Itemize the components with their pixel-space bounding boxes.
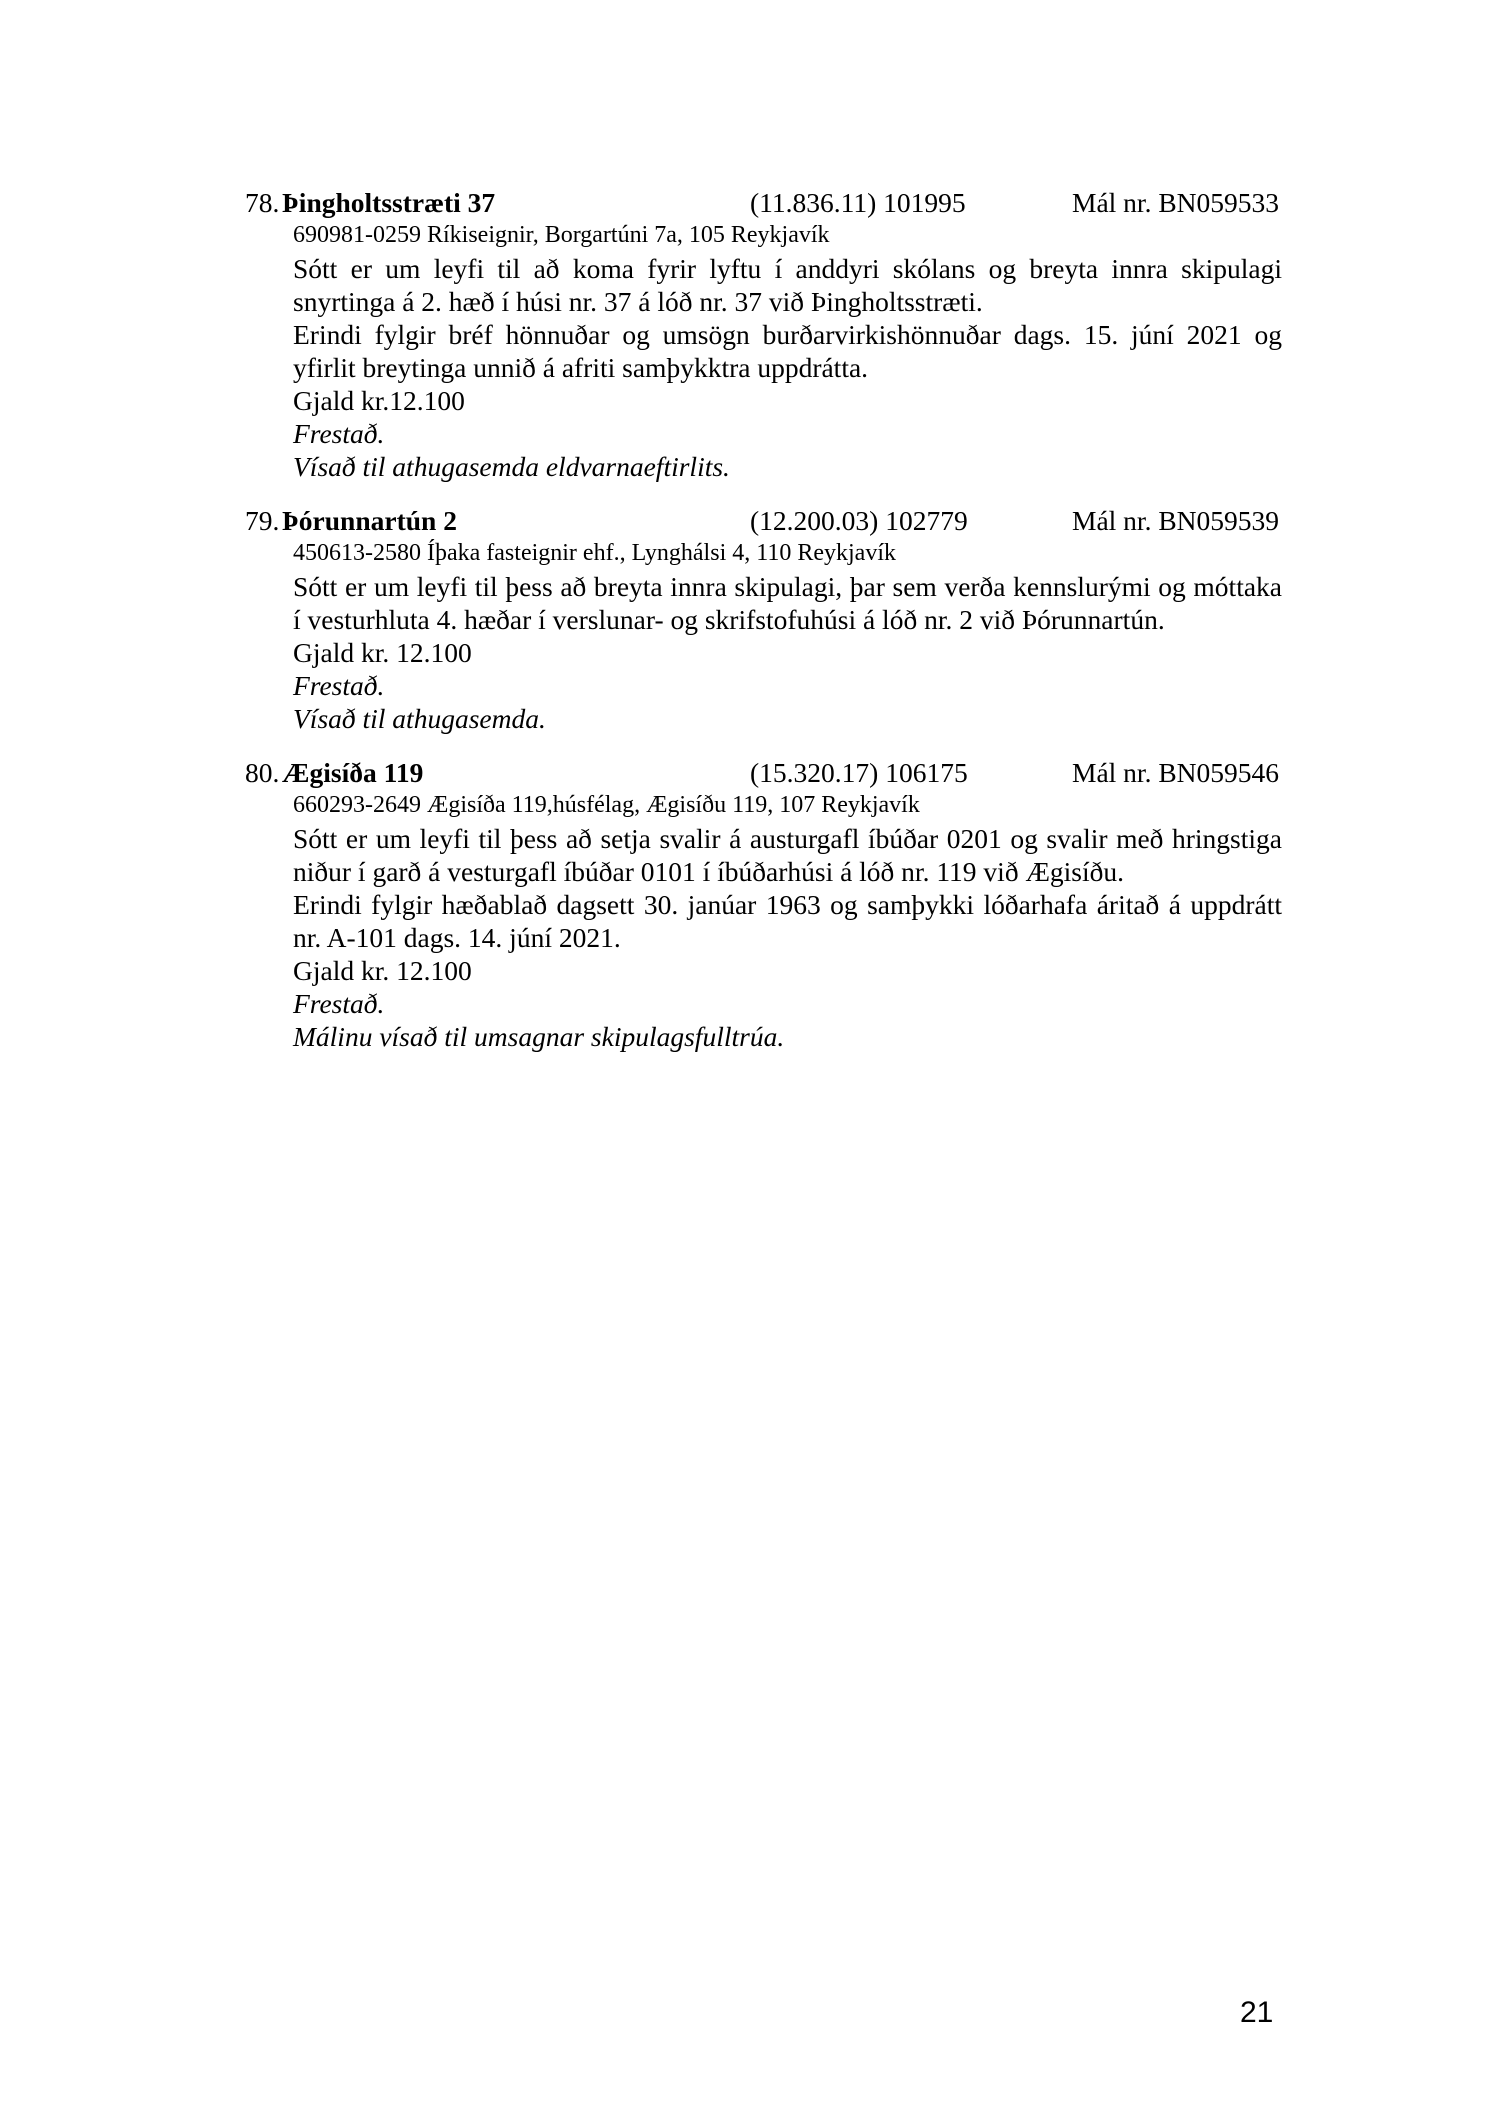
case-title: Þingholtsstræti 37	[282, 187, 496, 218]
case-item-79	[245, 504, 1287, 735]
case-heading	[245, 756, 1287, 789]
case-body	[293, 537, 1282, 735]
fee-line: Gjald kr. 12.100	[293, 637, 472, 668]
fee-line: Gjald kr.12.100	[293, 385, 465, 416]
case-attachment-note: Erindi fylgir bréf hönnuðar og umsögn burðarvirkishönnuðar dags. 15. júní 2021 og yfirlit breytinga unnið á afriti samþykktra uppdrátta.	[293, 319, 1282, 383]
owner-line: 690981-0259 Ríkiseignir, Borgartúni 7a, 105 Reykjavík	[293, 222, 830, 248]
case-item-80	[245, 756, 1287, 1053]
page-number: 21	[1240, 1996, 1274, 2029]
case-number: 79.	[245, 505, 280, 536]
case-reference: (12.200.03) 102779	[750, 505, 968, 536]
case-file-number: Mál nr. BN059546	[1072, 757, 1280, 788]
case-reference: (15.320.17) 106175	[750, 757, 968, 788]
case-item-78	[245, 186, 1287, 483]
case-number: 80.	[245, 757, 280, 788]
owner-line: 450613-2580 Íþaka fasteignir ehf., Lynghálsi 4, 110 Reykjavík	[293, 540, 896, 566]
case-heading	[245, 504, 1287, 537]
case-description: Sótt er um leyfi til þess að setja svalir á austurgafl íbúðar 0201 og svalir með hringstiga niður í garð á vesturgafl íbúðar 0101 í íbúðarhúsi á lóð nr. 119 við Ægisíðu.	[293, 823, 1282, 887]
case-heading	[245, 186, 1287, 219]
case-title: Þórunnartún 2	[282, 505, 457, 536]
case-body	[293, 789, 1282, 1053]
referral-line: Vísað til athugasemda.	[293, 703, 546, 734]
case-file-number: Mál nr. BN059539	[1072, 505, 1280, 536]
referral-line: Vísað til athugasemda eldvarnaeftirlits.	[293, 451, 730, 482]
case-attachment-note: Erindi fylgir hæðablað dagsett 30. janúar 1963 og samþykki lóðarhafa áritað á uppdrátt nr. A-101 dags. 14. júní 2021.	[293, 889, 1282, 953]
case-description: Sótt er um leyfi til að koma fyrir lyftu í anddyri skólans og breyta innra skipulagi snyrtinga á 2. hæð í húsi nr. 37 á lóð nr. 37 við Þingholtsstræti.	[293, 253, 1282, 317]
referral-line: Málinu vísað til umsagnar skipulagsfulltrúa.	[293, 1021, 785, 1052]
decision-line: Frestað.	[293, 670, 385, 701]
decision-line: Frestað.	[293, 988, 385, 1019]
case-body	[293, 219, 1282, 483]
case-number: 78.	[245, 187, 280, 218]
owner-line: 660293-2649 Ægisíða 119,húsfélag, Ægisíðu 119, 107 Reykjavík	[293, 792, 920, 818]
case-title: Ægisíða 119	[282, 757, 424, 788]
case-description: Sótt er um leyfi til þess að breyta innra skipulagi, þar sem verða kennslurými og móttaka í vesturhluta 4. hæðar í verslunar- og skrifstofuhúsi á lóð nr. 2 við Þórunnartún.	[293, 571, 1282, 635]
case-file-number: Mál nr. BN059533	[1072, 187, 1280, 218]
case-reference: (11.836.11) 101995	[750, 187, 966, 218]
fee-line: Gjald kr. 12.100	[293, 955, 472, 986]
decision-line: Frestað.	[293, 418, 385, 449]
